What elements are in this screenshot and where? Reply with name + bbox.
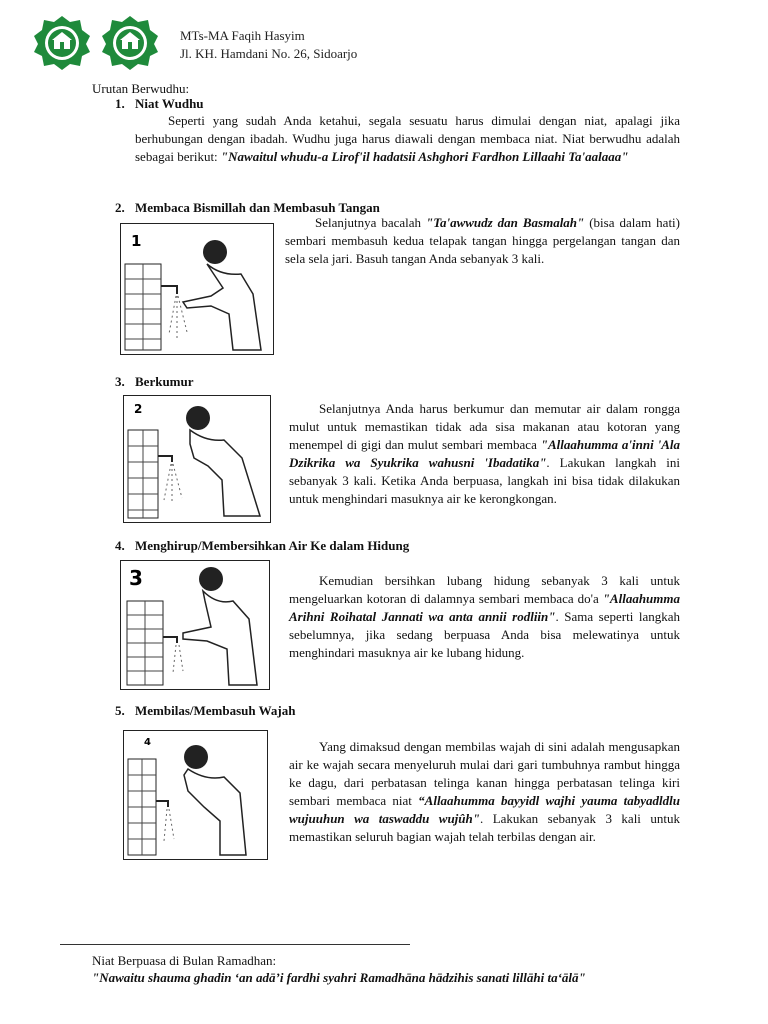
step-4-heading bbox=[115, 538, 409, 554]
school-logo-right-icon bbox=[100, 14, 160, 70]
step-number: 4. bbox=[115, 538, 125, 553]
figure-label: 3 bbox=[129, 566, 143, 590]
wash-face-illustration-icon bbox=[124, 731, 267, 859]
step-5-figure bbox=[123, 730, 268, 860]
step-text: . Lakukan langkah ini sebanyak 3 kali. Ketika Anda berpuasa, langkah ini bisa tidak dilakukan untuk menghindari masuknya air ke kerongkongan. bbox=[289, 455, 681, 506]
step-number: 3. bbox=[115, 374, 125, 389]
step-prayer: "Nawaitul whudu-a Lirof'il hadatsii Ashghori Fardhon Lillaahi Ta'aalaaa" bbox=[220, 149, 629, 164]
step-text: . Lakukan sebanyak 3 kali untuk memastikan seluruh bagian wajah telah terbilas dengan air. bbox=[289, 811, 680, 844]
step-title: Niat Wudhu bbox=[135, 96, 204, 111]
step-prayer: "Allaahumma Arihni Roihatal Jannati wa anta annii rodliin" bbox=[289, 591, 680, 624]
gargle-illustration-icon bbox=[124, 396, 270, 522]
nose-cleaning-illustration-icon bbox=[121, 561, 269, 689]
step-number: 2. bbox=[115, 200, 125, 215]
step-1-heading bbox=[115, 96, 204, 112]
step-1-body bbox=[135, 112, 680, 166]
step-text: Selanjutnya bacalah bbox=[315, 215, 426, 230]
step-text: Selanjutnya Anda harus berkumur dan memutar air dalam rongga mulut untuk memastikan tidak ada sisa makanan atau kotoran yang menempel di gigi dan mulut sembari membaca bbox=[289, 401, 680, 452]
step-text: Yang dimaksud dengan membilas wajah di sini adalah mengusapkan air ke wajah secara menyeluruh mulai dari gari tumbuhnya rambut hingga ke dagu, dari perbatasan telinga kanan hingga perbatasan telinga kiri sembari membaca niat bbox=[289, 739, 680, 808]
step-5-heading bbox=[115, 703, 295, 719]
step-2-body bbox=[285, 214, 680, 268]
step-prayer: “Allaahumma bayyidl wajhi yauma tabyadldlu wujuuhun wa taswaddu wujûh" bbox=[289, 793, 680, 826]
footnote-divider bbox=[60, 944, 410, 945]
figure-label: 2 bbox=[134, 402, 143, 416]
step-text: . Sama seperti langkah sebelumnya, jika sedang berpuasa Anda bisa melewatinya untuk menghindari masuknya air ke lubang hidung. bbox=[289, 609, 680, 660]
step-3-figure bbox=[123, 395, 271, 523]
step-4-figure bbox=[120, 560, 270, 690]
step-title: Menghirup/Membersihkan Air Ke dalam Hidung bbox=[135, 538, 410, 553]
step-3-body bbox=[289, 400, 680, 508]
footnote-title: Niat Berpuasa di Bulan Ramadhan: bbox=[92, 953, 277, 968]
school-address: Jl. KH. Hamdani No. 26, Sidoarjo bbox=[180, 46, 358, 61]
step-text: Kemudian bersihkan lubang hidung sebanyak 3 kali untuk mengeluarkan kotoran di dalamnya sembari membaca do'a bbox=[289, 573, 680, 606]
step-4-body bbox=[289, 572, 680, 662]
step-3-heading bbox=[115, 374, 194, 390]
step-title: Membilas/Membasuh Wajah bbox=[135, 703, 296, 718]
step-number: 5. bbox=[115, 703, 125, 718]
step-2-figure bbox=[120, 223, 274, 355]
step-title: Berkumur bbox=[135, 374, 194, 389]
step-number: 1. bbox=[115, 96, 125, 111]
step-text: (bisa dalam hati) sembari membasuh kedua telapak tangan hingga pergelangan tangan dan sela sela jari. Basuh tangan Anda sebanyak 3 kali. bbox=[285, 215, 681, 266]
school-logo-left-icon bbox=[32, 14, 92, 70]
step-title: Membaca Bismillah dan Membasuh Tangan bbox=[135, 200, 380, 215]
footnote-prayer: "Nawaitu shauma ghadin ‘an adā’i fardhi syahri Ramadhāna hādzihis sanati lillāhi ta‘ālā" bbox=[92, 970, 586, 985]
school-name: MTs-MA Faqih Hasyim bbox=[180, 28, 305, 43]
step-5-body bbox=[289, 738, 680, 846]
step-prayer: "Ta'awwudz dan Basmalah" bbox=[426, 215, 585, 230]
figure-label: 1 bbox=[131, 232, 142, 250]
step-text: Seperti yang sudah Anda ketahui, segala sesuatu harus dimulai dengan niat, apalagi jika berhubungan dengan ibadah. Wudhu juga harus diawali dengan membaca niat. Niat berwudhu adalah sebagai berikut: bbox=[135, 113, 680, 164]
intro-heading: Urutan Berwudhu: bbox=[92, 81, 190, 96]
step-prayer: "Allaahumma a'inni 'Ala Dzikrika wa Syukrika wahusni 'Ibadatika" bbox=[289, 437, 680, 470]
figure-label: 4 bbox=[144, 737, 151, 748]
wash-hands-illustration-icon bbox=[121, 224, 273, 354]
header-text bbox=[180, 27, 357, 63]
